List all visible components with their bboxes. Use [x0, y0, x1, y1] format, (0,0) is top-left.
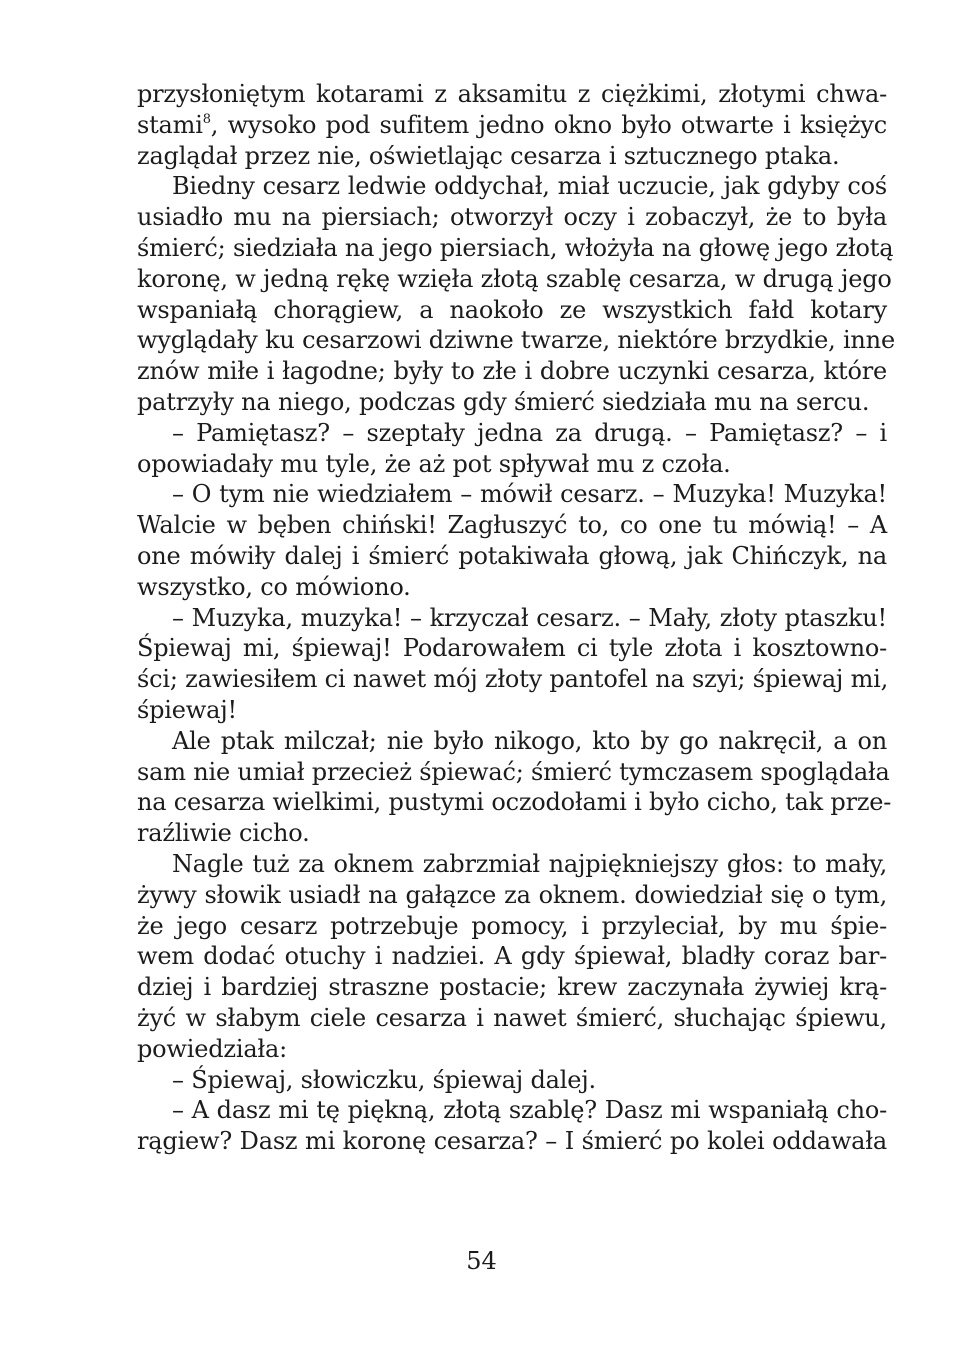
- paragraph: [137, 726, 892, 849]
- text-line: wyglądały ku cesarzowi dziwne twarze, niektóre brzydkie, inne: [137, 326, 895, 355]
- text-line: – A dasz mi tę piękną, złotą szablę? Dasz mi wspaniałą cho-: [172, 1096, 887, 1125]
- text-line: – Pamiętasz? – szeptały jedna za drugą. – Pamiętasz? – i: [172, 418, 887, 447]
- text-line: Ale ptak milczał; nie było nikogo, kto by go nakręcił, a on: [172, 726, 887, 755]
- text-line: opowiadały mu tyle, że aż pot spływał mu z czoła.: [137, 449, 731, 478]
- paragraph: [137, 418, 887, 480]
- text-line: ści; zawiesiłem ci nawet mój złoty pantofel na szyi; śpiewaj mi,: [137, 665, 889, 694]
- text-line: powiedziała:: [137, 1034, 288, 1063]
- text-line: Śpiewaj mi, śpiewaj! Podarowałem ci tyle złota i kosztowno-: [137, 634, 887, 663]
- paragraph: [137, 479, 887, 602]
- text-line: rągiew? Dasz mi koronę cesarza? – I śmierć po kolei oddawała: [137, 1127, 887, 1156]
- text-line: – Muzyka, muzyka! – krzyczał cesarz. – Mały, złoty ptaszku!: [172, 603, 887, 632]
- text-line: wspaniałą chorągiew, a naokoło ze wszystkich fałd kotary: [137, 295, 887, 324]
- paragraph: [137, 1095, 887, 1157]
- page-number: 54: [466, 1247, 497, 1275]
- text-line: dziej i bardziej straszne postacie; krew zaczynała żywiej krą-: [137, 973, 887, 1002]
- footnote-marker: 8: [202, 111, 211, 127]
- text-fragment: stami: [137, 110, 203, 139]
- text-line: zaglądał przez nie, oświetlając cesarza i sztucznego ptaka.: [137, 141, 840, 170]
- paragraph: [137, 603, 887, 726]
- text-line: żywy słowik usiadł na gałązce za oknem. dowiedział się o tym,: [137, 880, 887, 909]
- text-line: wszystko, co mówiono.: [137, 572, 411, 601]
- paragraph: [137, 79, 887, 171]
- text-line: sam nie umiał przecież śpiewać; śmierć tymczasem spoglądała: [137, 757, 890, 786]
- text-line: usiadło mu na piersiach; otworzył oczy i zobaczył, że to była: [137, 203, 887, 232]
- text-line: przysłoniętym kotarami z aksamitu z ciężkimi, złotymi chwa-: [137, 80, 887, 108]
- text-line: – O tym nie wiedziałem – mówił cesarz. – Muzyka! Muzyka!: [172, 480, 887, 509]
- paragraph: [137, 1065, 887, 1096]
- text-line: one mówiły dalej i śmierć potakiwała głową, jak Chińczyk, na: [137, 541, 887, 570]
- text-fragment: wysoko pod sufitem jedno okno było otwarte i księżyc: [227, 110, 887, 139]
- text-line: że jego cesarz potrzebuje pomocy, i przyleciał, by mu śpie-: [137, 911, 887, 940]
- text-line: śpiewaj!: [137, 695, 237, 724]
- text-line: koronę, w jedną rękę wzięła złotą szablę cesarza, w drugą jego: [137, 264, 892, 293]
- text-line: patrzyły na niego, podczas gdy śmierć siedziała mu na sercu.: [137, 387, 870, 416]
- paragraph: [137, 171, 895, 417]
- text-line: Nagle tuż za oknem zabrzmiał najpiękniejszy głos: to mały,: [172, 849, 887, 878]
- text-line: na cesarza wielkimi, pustymi oczodołami i było cicho, tak prze-: [137, 788, 892, 817]
- text-line: Biedny cesarz ledwie oddychał, miał uczucie, jak gdyby coś: [172, 172, 887, 201]
- page-body-text: [137, 79, 895, 1157]
- text-line: wem dodać otuchy i nadziei. A gdy śpiewał, bladły coraz bar-: [137, 942, 887, 971]
- text-line: znów miłe i łagodne; były to złe i dobre uczynki cesarza, które: [137, 357, 887, 386]
- text-line: śmierć; siedziała na jego piersiach, włożyła na głowę jego złotą: [137, 233, 894, 262]
- text-line: Walcie w bęben chiński! Zagłuszyć to, co one tu mówią! – A: [137, 511, 887, 540]
- text-line: – Śpiewaj, słowiczku, śpiewaj dalej.: [172, 1065, 596, 1094]
- text-line: stami$^8$, wysoko pod sufitem jedno okno było otwarte i księżyc: [137, 110, 887, 139]
- paragraph: [137, 849, 887, 1065]
- text-line: żyć w słabym ciele cesarza i nawet śmierć, słuchając śpiewu,: [137, 1003, 887, 1032]
- text-line: raźliwie cicho.: [137, 819, 310, 848]
